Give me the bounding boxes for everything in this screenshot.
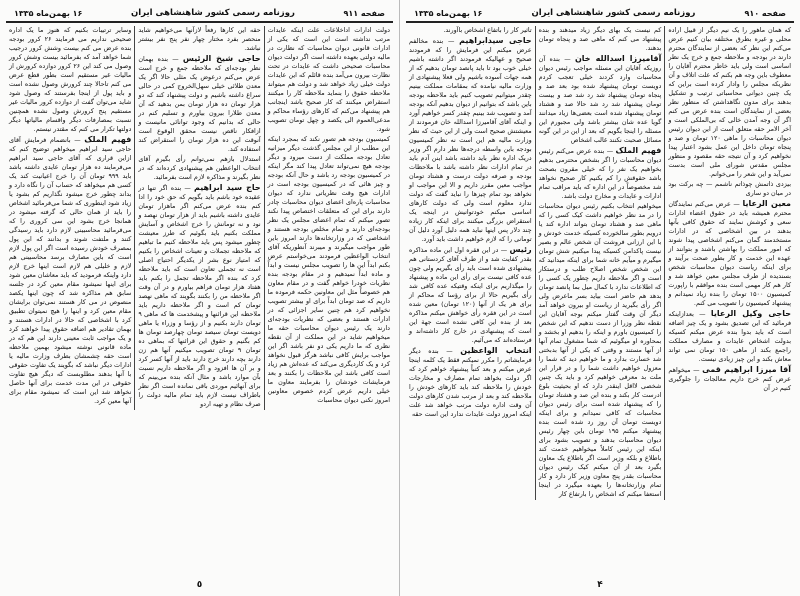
paragraph-text: — بنده اگر تنها در عقیده خود باشم باید بگویم که حق خود را ادا کنم بنده عرض می‌کنم اگر ماهزار تومان عایدی داشته باشیم باید از هزار تومان نهصد و نود و نه تومانش را خرج اشخاص و آسایش مملکت بکنیم باید بگوئیم که طرز معیشت چطور میشود پس باید ملاحظه کنیم ما تباهیم که ملاحظه تجملات و تعینات اشخاص را بکنیم که امتیاز نوع بشر از یکدیگر احتیاج اصلی است نه تجملی تعاون است که باید ملاحظه کرد که بنده اگر ملاحظه تجمل را بکنم باید هفتاد هزار تومان فراهم بیاورم و در آن وقت اگر ملاحظه من را بکنند بگویند که ماهی نهصد تومان کم است و اگر ملاحظه داریم باید ملاحظه این قرائنها و پیشخدمت ها که ماهی ۹ تومان دارند بکنیم و از رؤسا و وزراء یا ماهی دویست تومان سیصد تومان چهارصد تومان ها کم بگنیم و حقوق این قرائنها که بماهی ده تومان ۹ تومان تصویب میکنیم آنها هم زن دارند بچه دارند خرج دارند باید از آنها کسر کرد و بر آن ها افزود و اگر ملاحظه داریم نسبت بآن موارد باشد و مثال آنکه بنده می‌بینم که برای آنهائیم موردی باقی نمانده است اگر نظر باطراف نیست لازم باید تمام مالیه دولت را صرف نظام و تهیه اردو: [138, 184, 261, 408]
issue-date: ۱۶ بهمن‌ماه ۱۳۳۵: [14, 9, 83, 18]
newspaper-title: روزنامه رسمی کشور شاهنشاهی ایران: [531, 8, 696, 18]
text-column: [406, 26, 536, 500]
paragraph: [138, 54, 260, 154]
speaker-name: رئیس: [509, 245, 532, 254]
newspaper-title: روزنامه رسمی کشور شاهنشاهی ایران: [130, 8, 295, 18]
paragraph-text: کمیسیون بودجه هم تصور نکند که بمجرد اینکه این مطلب از این مجلس گذشت دیگر میزانیه تعادل بودجه مملکت از دست میرود و دیگر بودجه هیچ نمی‌تواند تعادل پیدا کند مگر اینکه در کمیسیون بودجه رد باشد و حال آنکه بودجه و چیز هائی که در کمیسیون بودجه است در ادارات هیچ وقت نظریاتی ندارد که دیوان محاسبات پاره‌ای اعضای دیوان محاسبات چادر دارند برای این که متعلقات اختصاص پیدا نکند تصور میکنم که تمام اعضای مجلس یک نظر بودجه‌ای دارند و تمام مخلص بودجه هستند و اشخاصی که در وزارتخانه‌ها دارند امروز باین طور مواجب میگیرند و میبرند آنطوریکه آقای انتخاب الواعظین فرمودند می‌خواستم عرض بکنم ابداً این ها را تصویب مجلس نیست و ابداً و ماده ابداً نمیدهیم و در مقام بودجه بنده نظریات خودرا خواهم گفت و در مقام معاون هم خصوصاً مثل این معاونین حکمه فرموده ما داریم که صد تومان ابداً برای او بیشتر تصویب نخواهیم کرد هم چنین سایر اجزائی که در ادارات هستند و بعضی که نظریات بودجه‌ای دارند یک رئیس دیوان محاسبات حقه ما میخواهیم شاید در این مملکت از آن نقطه نظری که ما داریم یکی دو نفر باشد اگر این مواجب برایش کافی نباشد هرگز قبول نخواهد کرد و یک کاردیگری می‌کند که عده‌اش هم زیاد است کافی باشد این ملاحظات را بکنند و بعد فرمایشات خودشان را بفرمایند معاون ما خیلی داریم عرض کردم خصوص معاونین امروز نکنی دیوان محاسبات: [267, 135, 390, 404]
paragraph: [668, 309, 791, 364]
speaker-name: حاجی شیخ الرئیس: [182, 54, 261, 63]
speaker-name: انتخاب الواعظین: [460, 346, 532, 355]
paragraph-text: — بنده آن روزیکه آقایان این مسئله مواجب رئیس دیوان محاسبات وارد کردند خیلی تعجب کردم دویست تومان پیشنهاد شده بود بعد صد و پنجاه تومان پیشنهاد شد رد شد صد و بیست تومان پیشنهاد شد رد شد حالا صد و هشتاد تومان پیشنهاد شده است بعضی‌ها زیاد میدانند گویا عده شان بیشتر باشد ولی مجبورم این مسئله را اینجا بگویم که بعد از این در این گونه مسائل صحبت نکنند غالب اشخاص: [538, 55, 662, 144]
paragraph-text: تاثیر کار را باتفاع اشخاص باآورند.: [443, 26, 532, 34]
paragraph-text: — بنده مخالفم عرض میکنم این فرمایش را که فرمودند صحیح و عهالیکه فرمودند اگر داشته باشیم خیلی خوب بود تا باید پانصد تومان بدهیم که از همه جهات آسوده باشیم ولی فعلا پیشنهادی از وزارت مالیه نیامده که بمقامات مملکت بینیم چقدر میتوانیم تصویب کنیم باید ملاحظه بودجه باین باشد که بتوانیم از دیوان بدهیم آنکه بودجه آمد و تصویب شد بینیم چقدر کسر خواهیم آورد و اینکه آقای آقامیرزا اسدالله خان فرمودند از معیشتش صحیح است ولی از این حیث که نظر وزارت مالیه هم این است نه نظر کمیسیون بودجه باین واسطه درجه‌ها نظر دارم اگر وزیر دریک اداره نظر باید داشته باشد اینن آدم باید در تمام ادارات نظر داشته باشد با ملاحظات بودجه و صرفه دولت درست و هشتاد تومان مواجب معین مقرر داریم و الا این مواجب او نخواهد بود تمام چیزها را نباید گفت که دولت ندارد معلوم است ولی که دولت کارهای اساسی میکنم خودتوانیش در اینجه یک استقراض بزرگی میکنند برای اینکه کار زیاده چند دلار پس اینها نباید همه دلیل آورد دلیل آن تومانی را که لازم خواهیم داشت باید آورد.: [408, 37, 532, 243]
page-number: ۴: [597, 580, 603, 590]
paragraph: [268, 135, 390, 405]
text-column: [665, 26, 794, 500]
text-columns: [6, 26, 393, 410]
paragraph: [668, 365, 791, 393]
paragraph: [409, 36, 532, 244]
paragraph-text: — بعدازاینکه فرمائید که این تصدیق بشود و یک چیز اضافه است که باید بدوا بنده عرض میکنم کسیکه بدولت اشخاص عایدات و مصارف مملکت راجمع بکند از ماهی ۱۵۰ تومان نمی تواند معاش بکند و این چیز زیادی نیست.: [668, 310, 791, 363]
paragraph: [268, 26, 390, 134]
text-columns: [406, 26, 794, 500]
paragraph: [539, 202, 662, 499]
speaker-name: حاج سید ابراهیم: [193, 183, 261, 192]
page-header: [406, 8, 794, 23]
paragraph: [138, 183, 260, 409]
speaker-name: حاجی سیدابراهیم: [459, 36, 532, 45]
paragraph: [668, 26, 791, 179]
paragraph: [138, 155, 260, 182]
paragraph: [539, 146, 662, 201]
paragraph-text: حقه این کارها رفعاً لازآنها می‌خواهیم شاید منحصر بفرد مختار چهار نفر پنج نفر بیشتر نباشد.: [138, 26, 261, 52]
speaker-name: فهیم الملک: [615, 146, 662, 155]
page-910: [400, 0, 800, 596]
issue-date: ۱۶ بهمن‌ماه ۱۳۳۵: [414, 9, 483, 18]
speaker-name: آقامیرزا اسدالله خان: [574, 54, 662, 63]
paragraph-text: کم نیست یک بهای دیگر زیاد میدهند و بنده پیشنهاد می کنم که ماهی صد و پنجاه تومان بدهند.: [538, 26, 662, 52]
paragraph-text: استدلال بازهم نمی‌توانم رأی بگیرم آقای انتخاب الواعظین هم پیشنهادی کرده‌اند که در نظر بگیرند و مذاکره لازم است بفرمائید.: [138, 155, 261, 181]
page-label: صفحه ۹۱۰: [744, 9, 786, 18]
speaker-name: آقا میرزا ابراهیم قمی: [702, 365, 791, 374]
text-column: [135, 26, 264, 410]
paragraph-text: — در این فقره اول این ماده مذاکره بقدر کفایت شد و از طرف آقای کردستانی هم پیشنهادی شده است باید رأی بگیریم ولی چون عده کافی نیست برای رأی این ماده و پیشنهاد را میگذاریم برای اینکه وقتیکه عده کافی شد رأی بگیریم حالا از برای رؤسا که محاکم از برای هر یک از آنها (۱۲۰ تومان) معین شده است در این فقره رأی خواهش میکنم مذاکره بعد از بنده این کافی نشده است جهة این است که پیشنهادی در خارج کار داشته‌اند و فرستاده‌اند که می‌آئیم.: [408, 246, 532, 344]
text-column: [536, 26, 666, 500]
paragraph-text: — بنده عرض می‌کنم رئیس دیوان محاسبات را اگر بشخص محترمی بدهیم بخواهیم یک نفر را که خیلی مقرون بصحت باشد حقوقش را کم بکنیم کار صحیح نخواهد شد مخصوصاً در این اداره که باید مراقب تمام ادارات و عایدات و مخارج دولت باشد.: [538, 147, 662, 200]
paragraph: [9, 135, 131, 406]
page-header: [6, 8, 393, 23]
paragraph-text: — میخواهم عرض کنم خرج داریم معالجات را جلوگیری کنیم در آن: [668, 366, 791, 392]
paragraph: [409, 26, 532, 35]
paragraph: [539, 54, 662, 145]
page-number: ٥: [196, 580, 203, 590]
paragraph: [9, 26, 131, 134]
text-column: [265, 26, 393, 410]
paragraph: [409, 346, 532, 419]
speaker-name: معین الرعایا: [742, 199, 791, 208]
paragraph-text: که همان ماهور را یک نیم دیگر از قبیل اراده محلی و غیره بطرق مختلفه بیان کنیم عرض می‌کنم این نظر که بعضی از نمایندگان محترم دارند در بودجه و ملاحظه جمع و خرج یک نظر اساسی است ولی باید خاطر محترم آقایان را معطوف باین وجه هم بکنم که علت اتلاف و آن نظریکه مجلس را وادار کرده است براین که یک چنین دیوانی محاسباتی ترتیب و تشکیل بدهند برای مدون نگاهداشتن که منظور نظر بعضی از نمایندگان است بنده عرض می کنم اگر آن وجه آمدن خالی که بی‌الملکی است و آخر الامر حقه متعلق است از این دیوان رئیس دیوان محاسبات را ماهی ۱۲۰ تومان و صد و پنجاه تومان داخل این عمل بشود اعتبار پیدا نخواهیم کرد و آن نتیجه حقه مقصود و منظور مجلس مقدس شورای ملی است بدست نمی‌آید و این شعر را می‌خوانم.: [668, 26, 791, 178]
paragraph: [138, 26, 260, 53]
paragraph: [539, 26, 662, 53]
paragraph-text: بیزدی ذاتمش چوذاتم ناشمم — چه برکت بود در میان دو ساری: [668, 180, 791, 197]
speaker-name: حاجی وکیل الرعایا: [710, 309, 791, 318]
paragraph: [409, 245, 532, 345]
paragraph: [668, 180, 791, 198]
paragraph: [668, 199, 791, 308]
page-label: صفحه ۹۱۱: [343, 9, 385, 18]
paragraph-text: دولت ادارات اداخلاعات علت اینکه عایدات مرتب نداشته است این است که یکی از ادارات قانونی دیوان محاسبات که نظارت در مالیه دولتی بعهده داشته است اگر دولت دیوان محاسبات صحیحی داشت که عایدات در تحت نظارت بیرون می‌آمد بنده قائلم که این عایدات دولت خیلی زیاد خواهد شد و دولت هم میتواند ملاحظه حقوق را بنماید ملاحظه کار را میکنند استقراض میکنند که کار صحیح باشد اینجانب هم پیشنهاد می‌کنم که کارهای رؤساء محاکم و مدعی‌العموم الی یکصد و چهل تومان تصویب شود.: [267, 26, 390, 133]
paragraph-text: میخواهیم انتخاب بکنیم رئیس دیوان محاسبات را در مد نظر خواهیم داشت کیک کسی را که ماهی صد و هشتاد تومان بتواند اداره کند یا درویم بطور سالخورده کسیکه خدمت خودش و با این ارزانی فروشت آن شخص عالم و بصیر نیست پاکدامن کسیکه پیدا میکنیم شش تومان میگیرم و میآیم خانه شما برای اینکه میدانید که این شخص شخص اصلاح طلب و درستکار است و اگر ملاحظه داریم چطور یک کسی را که اطلاعات ندارد با کمال میل بما پانصد تومان بدهد هم حاضر است بیاید بسر ماعرض ولی اگر رأی بگیرید از ریاست او بیرون خواهد آمد دیگر آن وقت گفتار میکنم بوجه آقایان این نقطه نظر وزرا از دست ندهیم که این شخص را کمیسیون باورم و اینکه را بدهیم او بخشد و بمحاوره او میگوئیم که شما مشغول تمام آنها از آنها مستند و وقتی که یکی از آنها بدبختی شد خسارت بدارد و ما خواهیم دید که شما را معزول خواهیم داشت شما را و در قرار این ملت بد معرفی خواهیم کرد و باید یک چنین شخصی لااقل اینقدر دارد که او بحیثیت بلوغ ادرست کار بکند و بنده این صد و هشتاد تومان را که پیشنهاد شده است برای رئیس دیوان محاسبات که کافی نمیدانم و برای اینکه دویست تومان آن روز رد شده است بنده پیشنهاد میکنم ۱۹۵ تومان باین چهار رئیس دیوان محاسبات بدهند و تصویب بشود برای اینکه این رئیس کاملاً میخواهیم خدمت کند باطلاع و بلکه وزیر است اگر باطلاع یک معاون بگیرد بعد از آن میکنم کیک رئیس دیوان محاسبات بقدر پنج معاون وزیر کار دارد و کار تمام وزارتخانه‌ها را بعهده میگیرد در اینجا استعفا میکنم که اشخاص را بارتفاع کار: [538, 202, 662, 498]
paragraph-text: — بانضمام فرمایش آقای حاجی سید ابراهیم میخواهم توضیح کنم که ازاین قراری که آقای حاجی سید ابراهیم می‌فرمایند ده هزار تومان عایدی داشته باشد باید ۹۹۹ تومان آن را خرج اعیانیت کند یک کسی هم میخواهد که حساب آن را نگاه دارد و بداند چطور خرج میشود نگذاریم کم بشود یا زیاد شود اینطوری که شما می‌فرمائید اشخاص را باید از همان حالی که گرفته میشود در همانجا خرج بشود این سی کروری را که می‌فرمائید محاسبینی لازم دارد باید رسیدگی کنند و ملتفت شوند و بدانند که این پول بمصرف خودش رسیده است اگر این پول لازم است که باین مصارف برسد محاسبینی هم لازم و خلیلی هم لازم است اینها خرج لازم دارد واینکه فرمودید که باید معاشان معین شود برای اینها نمیشود مقام معین کرد در جلسه سابق هم مذاکره شد که چون اینها یکصد منصوص در می کار هستند نمی‌توان برایشان مقام معین کرد و اینها را هیچ نمیتوان تطبیق کرد با اشخاصی که حالا در ادارات هستند و بهمان تقادیر هم اضافه حقوق پیدا خواهند کرد و یک مواجب ثابت معینی دارند این هم که در ماده قانونی نوشته میشود بهمین ملاحظه است حقه چشمشان بطرف وزارت مالیه یا ادارات دیگر نباشد که بگویند یک تفاوت حقوقی با آنها بدهند مطلوبست که دیگر هیچ تفاوت حقوقی در این مدت خدمت برای آنها حاصل نخواهد شد این است که نمیشود مقام برای آنها معین کرد.: [9, 136, 132, 405]
text-column: [6, 26, 135, 410]
paragraph-text: — عرض می‌کنم نمایندگان محترم همیشه باید در حقوق اعضاء ادارات سعی و کوشش نمایند که حقوق کافی بآنها بدهند در بین اشخاصی که در ادارات مستخدمند گمان می‌کنم اشخاصی پیدا شوند که امور مملکت را بهاشتن باشند و بتوانند از عهده این خدمت و کار بطور صحت برآیند و برای اینکه ریاست دیوان محاسبات شخص بسندیده از طرف مجلس معین خواهد شد و کار هم کار مهمی است بنده موافقم با راپورت کمیسیون ۱۵۰۰ تومان را بنده زیاد نمیدانم و پیشنهاد کمیسیون را تصویب می کنم.: [668, 200, 791, 307]
paragraph-text: وسایر ترتیبات بکنیم که هنوز ما یک اداره صحیحی نداریم می فرمایند ۲۶ کرور بودجه بنده عرض می کنم بیست وشش کرور درجیب شما خواهد آمد که بفرمائید بیست وشش کرور وصول می کند این ۲۶ کرور دوازده کرورش از مالیات غیر مستقیم است بطور قطع عرض می کنم تاحالا چند کرورش وصول نشده است و باید پول از اینجا بفرستند که وصول شود شاید می‌توان گفت از دوازده کرور مالیات غیر مستقیم پنج کرورش وصول نشده همچنین نسبت بمصارفات دیگر واقسام مالیاتها دیگر دولتها تکرار می کنم که مقتدر نیستم.: [9, 26, 132, 133]
paragraph-text: — بنده بهمان نظر بودجه‌ای که ملاحظه جمع و خرج است عرض می‌کنم درعوض یک مثلی حالا اگر یک معدن طلائی خیلی سهل‌الخروج کمی در حالی سراغ داشته باشیم و دولت پیشنهاد کند که دو هزار تومان ده هزار تومان بمن بدهید که آن معدن طلارا بیرون بیاورم و تسلیم کنم در حالی که بدانیم که وجود توانائی مانیست و ازافکار ناقص نیست محقق الوقوع است آنوقت این ده هزار تومان را استقراض کند استفاده کند.: [138, 55, 261, 153]
paragraph-text: — بنده دیگر فرمایشاتم را مکرر نمیکنم فقط یک کلمه اینجا عرض میکنم و بعد کتباً پیشنهاد خواهم کرد که اگر دولت بخواهد تمام مصارف و مخارجات خودش را ملاحظه کند باید کارهای خودش را ملاحظه کند و بعد از مرتب شدن کارهای دولت آن وقت اداره دولت مرتب خواهد شد علت اینکه امروز دولت عایدات ندارد این است حقه: [408, 347, 532, 418]
speaker-name: فهیم الملک: [84, 135, 132, 144]
